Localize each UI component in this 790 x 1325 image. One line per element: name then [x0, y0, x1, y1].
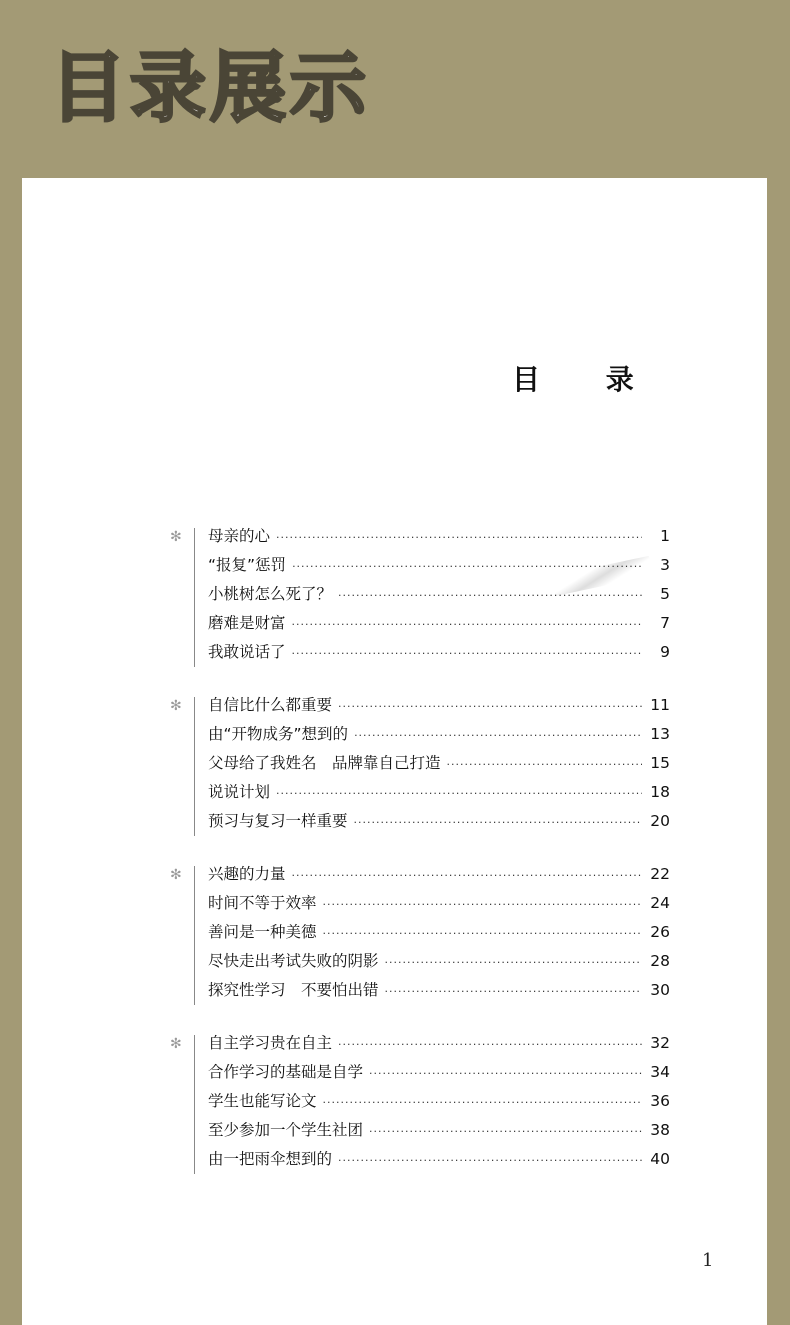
document-page: [22, 178, 767, 1325]
toc-entry[interactable]: [208, 1060, 670, 1089]
toc-entry-page: 15: [650, 754, 670, 772]
toc-entry-page: 22: [650, 865, 670, 883]
leader-dots: [354, 816, 642, 829]
toc-entry-title: 父母给了我姓名 品牌靠自己打造: [208, 754, 441, 772]
page-number: 1: [702, 1250, 714, 1271]
toc-heading: 目 录: [512, 363, 662, 396]
leader-dots: [276, 531, 642, 544]
leader-dots: [338, 1038, 642, 1051]
toc-entry-page: 28: [650, 952, 670, 970]
leader-dots: [292, 647, 642, 660]
leader-dots: [369, 1067, 642, 1080]
toc-entry-title: 探究性学习 不要怕出错: [208, 981, 379, 999]
toc-entry-title: 善问是一种美德: [208, 923, 317, 941]
toc-entry-page: 32: [650, 1034, 670, 1052]
toc-entry-title: 由一把雨伞想到的: [208, 1150, 333, 1168]
leaf-icon: ✻: [170, 529, 182, 545]
toc-entry[interactable]: [208, 1118, 670, 1147]
toc-entry-page: 24: [650, 894, 670, 912]
leader-dots: [385, 985, 642, 998]
toc-entry[interactable]: [208, 751, 670, 780]
toc-entry-page: 26: [650, 923, 670, 941]
leader-dots: [292, 618, 642, 631]
toc-entry-title: 至少参加一个学生社团: [208, 1121, 364, 1139]
toc-entry[interactable]: [208, 780, 670, 809]
leader-dots: [292, 560, 642, 573]
toc-entry-page: 7: [660, 614, 670, 632]
leader-dots: [338, 1154, 642, 1167]
toc-group: [170, 693, 670, 838]
toc-entry[interactable]: [208, 920, 670, 949]
toc-entry[interactable]: [208, 1089, 670, 1118]
toc-entry-title: 预习与复习一样重要: [208, 812, 348, 830]
toc-entry-title: 我敢说话了: [208, 643, 286, 661]
table-of-contents: [170, 524, 670, 1200]
toc-entry-title: 自信比什么都重要: [208, 696, 333, 714]
toc-entry-page: 18: [650, 783, 670, 801]
leader-dots: [385, 956, 642, 969]
toc-entry-page: 11: [650, 696, 670, 714]
toc-entry[interactable]: [208, 524, 670, 553]
toc-entry-page: 30: [650, 981, 670, 999]
toc-entry-title: 小桃树怎么死了？: [208, 585, 333, 603]
toc-entry-title: 磨难是财富: [208, 614, 286, 632]
toc-group: [170, 862, 670, 1007]
toc-entry-title: 合作学习的基础是自学: [208, 1063, 364, 1081]
toc-entry-title: 学生也能写论文: [208, 1092, 317, 1110]
toc-entry-page: 5: [660, 585, 670, 603]
toc-entry-title: 时间不等于效率: [208, 894, 317, 912]
toc-entry-page: 13: [650, 725, 670, 743]
toc-group: [170, 524, 670, 669]
toc-group: [170, 1031, 670, 1176]
toc-entry[interactable]: [208, 611, 670, 640]
toc-entry[interactable]: [208, 722, 670, 751]
leader-dots: [292, 869, 642, 882]
toc-entry-title: 尽快走出考试失败的阴影: [208, 952, 379, 970]
toc-entry-page: 1: [660, 527, 670, 545]
toc-entry[interactable]: [208, 978, 670, 1007]
toc-entry-title: 由“开物成务”想到的: [208, 725, 349, 743]
toc-entry-page: 36: [650, 1092, 670, 1110]
toc-entry-title: 母亲的心: [208, 527, 271, 545]
toc-entry-title: 自主学习贵在自主: [208, 1034, 333, 1052]
toc-entry-page: 40: [650, 1150, 670, 1168]
toc-entry-page: 3: [660, 556, 670, 574]
leader-dots: [447, 758, 642, 771]
toc-entry[interactable]: [208, 1147, 670, 1176]
leader-dots: [276, 787, 642, 800]
leader-dots: [338, 589, 642, 602]
leader-dots: [354, 729, 642, 742]
toc-entry[interactable]: [208, 693, 670, 722]
toc-entry-title: “报复”惩罚: [208, 556, 287, 574]
toc-entry-title: 说说计划: [208, 783, 271, 801]
toc-entry-page: 9: [660, 643, 670, 661]
leaf-icon: ✻: [170, 698, 182, 714]
toc-entry-title: 兴趣的力量: [208, 865, 286, 883]
toc-entry[interactable]: [208, 809, 670, 838]
leader-dots: [323, 927, 642, 940]
toc-entry[interactable]: [208, 862, 670, 891]
toc-entry-page: 34: [650, 1063, 670, 1081]
toc-entry[interactable]: [208, 1031, 670, 1060]
banner-title: 目录展示: [50, 43, 370, 132]
leader-dots: [323, 898, 642, 911]
toc-entry[interactable]: [208, 949, 670, 978]
leaf-icon: ✻: [170, 1036, 182, 1052]
leader-dots: [323, 1096, 642, 1109]
toc-entry[interactable]: [208, 553, 670, 582]
leader-dots: [338, 700, 642, 713]
toc-entry[interactable]: [208, 891, 670, 920]
toc-entry[interactable]: [208, 582, 670, 611]
toc-entry[interactable]: [208, 640, 670, 669]
toc-entry-page: 20: [650, 812, 670, 830]
toc-entry-page: 38: [650, 1121, 670, 1139]
leader-dots: [369, 1125, 642, 1138]
leaf-icon: ✻: [170, 867, 182, 883]
